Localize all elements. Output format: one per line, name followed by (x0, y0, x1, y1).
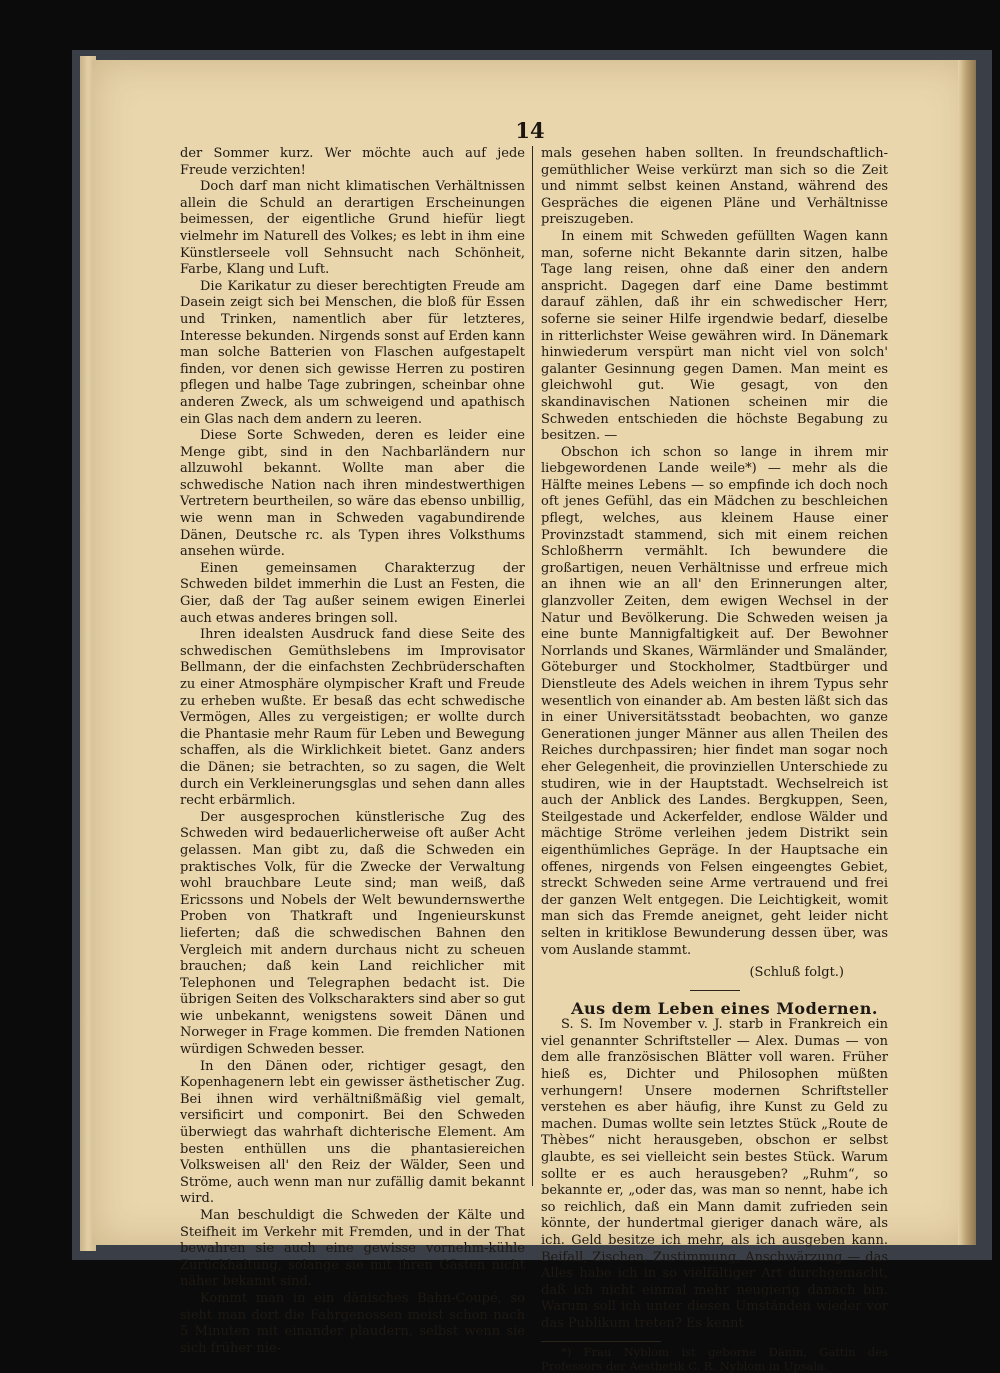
paragraph: der Sommer kurz. Wer möchte auch auf jede Freude verzichten! (180, 146, 525, 178)
footnote-rule (541, 1341, 661, 1342)
continuation-note: (Schluß folgt.) (749, 965, 844, 981)
paragraph: mals gesehen haben sollten. In freundschaftlich-gemüthlicher Weise verkürzt man sich so die Zeit und nimmt selbst keinen Anstand, während des Gespräches die eigenen Pläne und Verhältnisse preiszugeben. (541, 146, 888, 228)
column-divider (532, 146, 533, 1186)
paragraph: Doch darf man nicht klimatischen Verhältnissen allein die Schuld an derartigen Erscheinungen beimessen, der eigentliche Grund hiefür liegt vielmehr im Naturell des Volkes; es lebt in ihm eine Künstlerseele voll Sehnsucht nach Schönheit, Farbe, Klang und Luft. (180, 179, 525, 278)
section-title: Aus dem Leben eines Modernen. (571, 998, 878, 1018)
paragraph: S. S. Im November v. J. starb in Frankreich ein viel genannter Schriftsteller — Alex. Dumas — von dem alle französischen Blätter voll waren. Früher hieß es, Dichter und Philosophen müßten verhungern! Unsere modernen Schriftsteller verstehen es aber häufig, ihre Kunst zu Geld zu machen. Dumas wollte sein letztes Stück „Route de Thèbes“ nicht herausgeben, obschon er selbst glaubte, es sei vielleicht sein bestes Stück. Warum sollte er es auch herausgeben? „Ruhm“, so bekannte er, „oder das, was man so nennt, habe ich so reichlich, daß ein Mann damit zufrieden sein könnte, der hundertmal gieriger danach wäre, als ich. Geld besitze ich mehr, als ich ausgeben kann. Beifall, Zischen, Zustimmung, Anschwärzung — das Alles habe ich in so vielfältiger Art durchgemacht, daß ich nicht einmal mehr neugierig danach bin. Warum soll ich unter diesen Umständen wieder vor das Publikum treten? Es kennt (541, 1017, 888, 1331)
paragraph: In einem mit Schweden gefüllten Wagen kann man, soferne nicht Bekannte darin sitzen, halbe Tage lang reisen, ohne daß einer den andern anspricht. Dagegen darf eine Dame bestimmt darauf zählen, daß ihr ein schwedischer Herr, soferne sie seiner Hilfe irgendwie bedarf, dieselbe in ritterlichster Weise gewähren wird. In Dänemark hinwiederum verspürt man nicht viel von solch' galanter Gesinnung gegen Damen. Man meint es gleichwohl gut. Wie gesagt, von den skandinavischen Nationen scheinen mir die Schweden entschieden die höchste Begabung zu besitzen. — (541, 228, 888, 444)
page-number: 14 (515, 118, 545, 143)
paragraph: Der ausgesprochen künstlerische Zug des Schweden wird bedauerlicherweise oft außer Acht gelassen. Man gibt zu, daß die Schweden ein praktisches Volk, für die Zwecke der Verwaltung wohl brauchbare Leute sind; man weiß, daß Ericssons und Nobels der Welt bewundernswerthe Proben von Thatkraft und Ingenieurskunst lieferten; daß die schwedischen Bahnen den Vergleich mit andern durchaus nicht zu scheuen brauchen; daß kein Land reichlicher mit Telephonen und Telegraphen bedacht ist. Die übrigen Seiten des Volkscharakters sind aber so gut wie unbekannt, wenigstens soweit Dänen und Norweger in Frage kommen. Die fremden Nationen würdigen Schweden besser. (180, 809, 525, 1058)
right-column (541, 146, 888, 1373)
paragraph: Obschon ich schon so lange in ihrem mir liebgewordenen Lande weile*) — mehr als die Hälfte meines Lebens — so empfinde ich doch noch oft jenes Gefühl, das ein Mädchen zu beschleichen pflegt, welches, aus kleinem Hause einer Provinzstadt stammend, sich mit einem reichen Schloßherrn vermählt. Ich bewundere die großartigen, neuen Verhältnisse und erfreue mich an ihnen wie an all' den Erinnerungen alter, glanzvoller Zeiten, dem ewigen Wechsel in der Natur und Bevölkerung. Die Schweden weisen ja eine bunte Mannigfaltigkeit auf. Der Bewohner Norrlands und Skanes, Wärmländer und Smaländer, Göteburger und Stockholmer, Stadtbürger und Dienstleute des Adels weichen in ihrem Typus sehr wesentlich von einander ab. Am besten läßt sich das in einer Universitätsstadt beobachten, wo ganze Generationen junger Männer aus allen Theilen des Reiches durchpassiren; hier findet man sogar noch eher Gelegenheit, die provinziellen Unterschiede zu studiren, wie in der Hauptstadt. Wechselreich ist auch der Anblick des Landes. Bergkuppen, Seen, Steilgestade und Ackerfelder, endlose Wälder und mächtige Ströme verleihen jedem Distrikt sein eigenthümliches Gepräge. In der Hauptsache ein offenes, nirgends von Felsen eingeengtes Gebiet, streckt Schweden seine Arme vertrauend und frei der ganzen Welt entgegen. Die Leichtigkeit, womit man sich das Fremde aneignet, geht leider nicht selten in kritiklose Bewunderung dessen über, was vom Auslande stammt. (541, 444, 888, 958)
paragraph: Ihren idealsten Ausdruck fand diese Seite des schwedischen Gemüthslebens im Improvisator Bellmann, der die einfachsten Zechbrüderschaften zu einer Atmosphäre olympischer Kraft und Freude zu erheben wußte. Er besaß das echt schwedische Vermögen, Alles zu vergeistigen; er wollte durch die Phantasie mehr Raum für Leben und Bewegung schaffen, als die Wirklichkeit bietet. Ganz anders die Dänen; sie betrachten, so zu sagen, die Welt durch ein Verkleinerungsglas und sehen dann alles recht erbärmlich. (180, 627, 525, 809)
paragraph: Man beschuldigt die Schweden der Kälte und Steifheit im Verkehr mit Fremden, und in der That bewahren sie auch eine gewisse vornehm-kühle Zurückhaltung, solange sie mit ihren Gästen nicht näher bekannt sind. (180, 1208, 525, 1290)
paragraph: Einen gemeinsamen Charakterzug der Schweden bildet immerhin die Lust an Festen, die Gier, daß der Tag außer seinem ewigen Einerlei auch etwas anderes bringen soll. (180, 560, 525, 626)
page-edge-right (958, 60, 976, 1245)
paragraph: Kommt man in ein dänisches Bahn-Coupé, so sieht man dort die Fahrgenossen meist schon nach 5 Minuten mit einander plaudern, selbst wenn sie sich früher nie- (180, 1290, 525, 1356)
section-divider (690, 990, 740, 991)
footnote: *) Frau Nyblom ist geborne Dänin, Gattin des Professors der Aesthetik C. R. Nyblom in Upsala. (541, 1344, 888, 1373)
paragraph: Diese Sorte Schweden, deren es leider eine Menge gibt, sind in den Nachbarländern nur allzuwohl bekannt. Wollte man aber die schwedische Nation nach ihren mindestwerthigen Vertretern beurtheilen, so wäre das ebenso unbillig, wie wenn man in Schweden vagabundirende Dänen, Deutsche rc. als Typen ihres Volksthums ansehen würde. (180, 428, 525, 560)
paragraph: In den Dänen oder, richtiger gesagt, den Kopenhagenern lebt ein gewisser ästhetischer Zug. Bei ihnen wird verhältnißmäßig viel gemalt, versificirt und componirt. Bei den Schweden überwiegt das wahrhaft dichterische Element. Am besten enthüllen uns die phantasiereichen Volksweisen all' den Reiz der Wälder, Seen und Ströme, auch wenn man nur zufällig damit bekannt wird. (180, 1058, 525, 1207)
paragraph: Die Karikatur zu dieser berechtigten Freude am Dasein zeigt sich bei Menschen, die bloß für Essen und Trinken, namentlich aber für letzteres, Interesse bekunden. Nirgends sonst auf Erden kann man solche Batterien von Flaschen aufgestapelt finden, vor denen sich gewisse Herren zu postiren pflegen und halbe Tage zubringen, scheinbar ohne anderen Zweck, als um schweigend und apathisch ein Glas nach dem andern zu leeren. (180, 278, 525, 427)
left-column (180, 146, 525, 1357)
